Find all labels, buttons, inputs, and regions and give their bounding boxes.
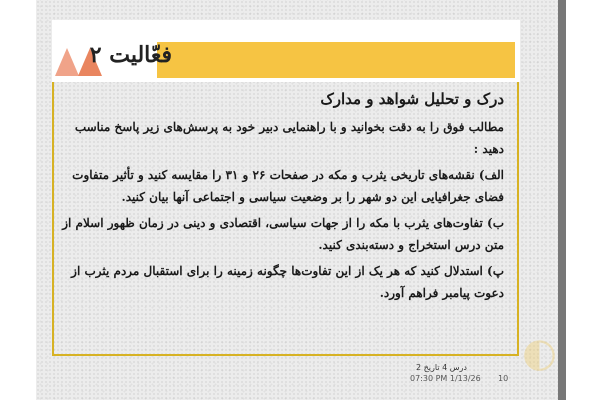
activity-title: فعّالیت ۲ bbox=[89, 42, 172, 68]
footer-lesson-label: درس 4 تاریخ 2 bbox=[416, 363, 467, 372]
footer-datetime: 07:30 PM 1/13/26 bbox=[410, 374, 481, 383]
question-be: ب) تفاوت‌های یثرب با مکه را از جهات سیاسی، اقتصادی و دینی در زمان ظهور اسلام از متن درس استخراج و دسته‌بندی کنید. bbox=[62, 216, 504, 252]
slide-content bbox=[58, 90, 510, 350]
question-alef: الف) نقشه‌های تاریخی یثرب و مکه در صفحات ۲۶ و ۳۱ را مقایسه کنید و تأثیر متفاوت فضای جغرافیایی این دو شهر را بر وضعیت سیاسی و اجتماعی آنها بیان کنید. bbox=[72, 168, 504, 204]
question-pe: پ) استدلال کنید که هر یک از این تفاوت‌ها چگونه زمینه را برای استقبال مردم یثرب از دعوت پیامبر فراهم آورد. bbox=[71, 264, 504, 300]
triangle-light-icon bbox=[55, 48, 79, 76]
left-margin bbox=[0, 0, 36, 400]
watermark-logo-icon: ◐ bbox=[522, 330, 557, 376]
footer-page-number: 10 bbox=[498, 374, 509, 383]
title-bar bbox=[157, 42, 515, 78]
section-heading: درک و تحلیل شواهد و مدارک bbox=[320, 90, 504, 108]
instruction-text: مطالب فوق را به دقت بخوانید و با راهنمایی دبیر خود به پرسش‌های زیر پاسخ مناسب دهید : bbox=[74, 120, 504, 156]
